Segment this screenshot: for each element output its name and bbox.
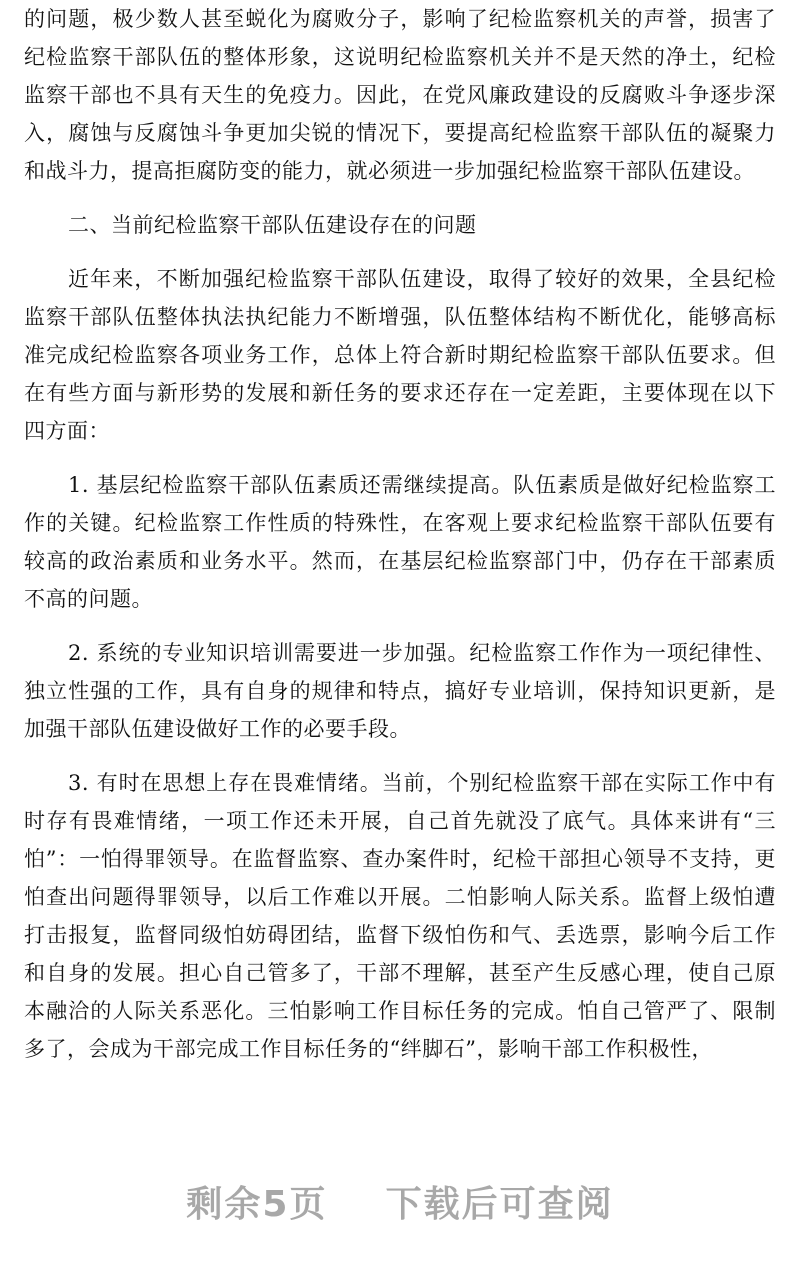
remaining-pages-watermark: 剩余5页 下载后可查阅	[186, 1184, 614, 1225]
section-heading: 二、当前纪检监察干部队伍建设存在的问题	[68, 213, 477, 237]
paragraph-intro-continued: 的问题，极少数人甚至蜕化为腐败分子，影响了纪检监察机关的声誉，损害了纪检监察干部队伍的整体形象，这说明纪检监察机关并不是天然的净土，纪检监察干部也不具有天生的免疫力。因此，在党风廉政建设的反腐败斗争逐步深入，腐蚀与反腐蚀斗争更加尖锐的情况下，要提高纪检监察干部队伍的凝聚力和战斗力，提高拒腐防变的能力，就必须进一步加强纪检监察干部队伍建设。	[24, 7, 776, 183]
paragraph-section-intro: 近年来，不断加强纪检监察干部队伍建设，取得了较好的效果，全县纪检监察干部队伍整体执法执纪能力不断增强，队伍整体结构不断优化，能够高标准完成纪检监察各项业务工作，总体上符合新时期纪检监察干部队伍要求。但在有些方面与新形势的发展和新任务的要求还存在一定差距，主要体现在以下四方面：	[24, 267, 776, 443]
paragraph-point-2: 2. 系统的专业知识培训需要进一步加强。纪检监察工作作为一项纪律性、独立性强的工作，具有自身的规律和特点，搞好专业培训，保持知识更新，是加强干部队伍建设做好工作的必要手段。	[24, 641, 776, 741]
paragraph-point-1: 1. 基层纪检监察干部队伍素质还需继续提高。队伍素质是做好纪检监察工作的关键。纪检监察工作性质的特殊性，在客观上要求纪检监察干部队伍要有较高的政治素质和业务水平。然而，在基层纪检监察部门中，仍存在干部素质不高的问题。	[24, 473, 776, 611]
document-body	[24, 0, 776, 1068]
paragraph-point-3: 3. 有时在思想上存在畏难情绪。当前，个别纪检监察干部在实际工作中有时存有畏难情绪，一项工作还未开展，自己首先就没了底气。具体来讲有“三怕”：一怕得罪领导。在监督监察、查办案件时，纪检干部担心领导不支持，更怕查出问题得罪领导，以后工作难以开展。二怕影响人际关系。监督上级怕遭打击报复，监督同级怕妨碍团结，监督下级怕伤和气、丢选票，影响今后工作和自身的发展。担心自己管多了，干部不理解，甚至产生反感心理，使自己原本融洽的人际关系恶化。三怕影响工作目标任务的完成。怕自己管严了、限制多了，会成为干部完成工作目标任务的“绊脚石”，影响干部工作积极性，	[24, 771, 776, 1061]
